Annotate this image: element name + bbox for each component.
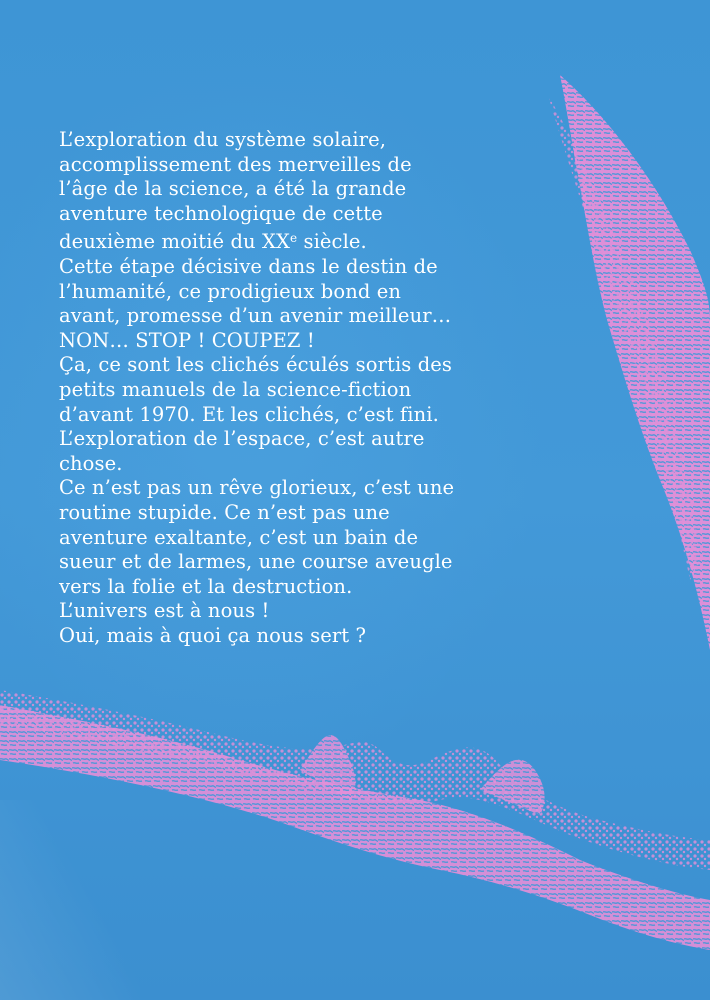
superscript-e: e	[289, 231, 298, 246]
blurb-line: Oui, mais à quoi ça nous sert ?	[59, 623, 367, 647]
blurb-line: d’avant 1970. Et les clichés, c’est fini.	[59, 402, 439, 426]
blurb-line: L’exploration du système solaire,	[59, 128, 387, 151]
cover-wear-mark	[0, 800, 140, 1000]
blurb-text: deuxième moitié du XX	[59, 230, 290, 254]
blurb-line: l’âge de la science, a été la grande	[59, 177, 407, 201]
blurb-line: Ce n’est pas un rêve glorieux, c’est une	[59, 476, 455, 500]
blurb-line: sueur et de larmes, une course aveugle	[59, 550, 453, 574]
blurb-line: petits manuels de la science-fiction	[59, 377, 412, 401]
blurb-line: chose.	[59, 451, 123, 475]
blurb-line-century	[59, 226, 579, 255]
back-cover-blurb	[59, 128, 579, 648]
blurb-line: aventure exaltante, c’est un bain de	[59, 525, 419, 549]
blurb-line: Ça, ce sont les clichés éculés sortis des	[59, 353, 453, 377]
blurb-text: siècle.	[297, 230, 367, 254]
blurb-line: routine stupide. Ce n’est pas une	[59, 500, 390, 524]
blurb-line: vers la folie et la destruction.	[59, 574, 353, 598]
blurb-line: avant, promesse d’un avenir meilleur…	[59, 304, 452, 328]
blurb-line: l’humanité, ce prodigieux bond en	[59, 279, 402, 303]
blurb-line: L’exploration de l’espace, c’est autre	[59, 427, 425, 451]
blurb-line: aventure technologique de cette	[59, 201, 383, 225]
blurb-line: NON… STOP ! COUPEZ !	[59, 328, 315, 352]
blurb-line: accomplissement des merveilles de	[59, 152, 412, 176]
blurb-line: Cette étape décisive dans le destin de	[59, 254, 438, 278]
blurb-line: L’univers est à nous !	[59, 599, 270, 623]
